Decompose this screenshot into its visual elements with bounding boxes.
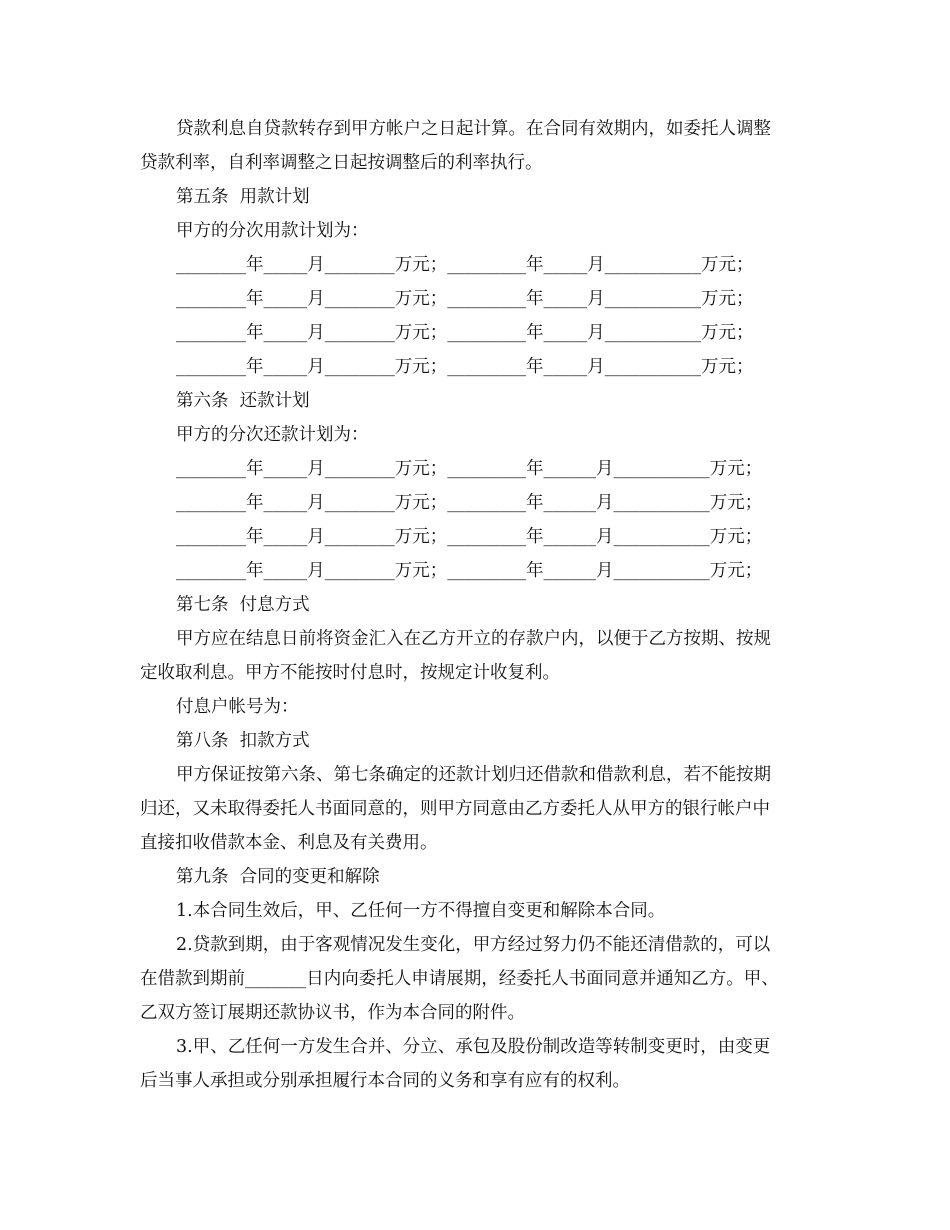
article-heading: 第六条 还款计划 [176, 391, 310, 411]
article-heading: 第七条 付息方式 [176, 595, 310, 615]
paragraph-line: 2.贷款到期，由于客观情况发生变化，甲方经过努力仍不能还清借款的，可以 [176, 935, 771, 955]
article-heading: 第八条 扣款方式 [176, 731, 310, 751]
plan-blank-row: ________年_____月________万元；_________年_____月___________万元； [176, 357, 754, 377]
paragraph-line: 乙双方签订展期还款协议书，作为本合同的附件。 [140, 1003, 525, 1023]
plan-blank-row: ________年_____月________万元；_________年______月___________万元； [176, 459, 763, 479]
paragraph-line: 归还，又未取得委托人书面同意的，则甲方同意由乙方委托人从甲方的银行帐户中 [140, 799, 770, 819]
paragraph-line: 后当事人承担或分别承担履行本合同的义务和享有应有的权利。 [140, 1071, 630, 1091]
article-heading: 第五条 用款计划 [176, 187, 310, 207]
plan-blank-row: ________年_____月________万元；_________年______月___________万元； [176, 493, 763, 513]
plan-blank-row: ________年_____月________万元；_________年_____月___________万元； [176, 323, 754, 343]
article-heading: 第九条 合同的变更和解除 [176, 867, 380, 887]
paragraph-line: 甲方的分次还款计划为： [176, 425, 369, 445]
paragraph-line: 甲方保证按第六条、第七条确定的还款计划归还借款和借款利息，若不能按期 [176, 765, 771, 785]
plan-blank-row: ________年_____月________万元；_________年_____月___________万元； [176, 255, 754, 275]
plan-blank-row: ________年_____月________万元；_________年_____月___________万元； [176, 289, 754, 309]
paragraph-line: 甲方应在结息日前将资金汇入在乙方开立的存款户内，以便于乙方按期、按规 [176, 629, 771, 649]
paragraph-line: 定收取利息。甲方不能按时付息时，按规定计收复利。 [140, 663, 560, 683]
paragraph-line: 直接扣收借款本金、利息及有关费用。 [140, 833, 438, 853]
paragraph-line: 1.本合同生效后，甲、乙任何一方不得擅自变更和解除本合同。 [176, 901, 666, 921]
paragraph-line: 3.甲、乙任何一方发生合并、分立、承包及股份制改造等转制变更时，由变更 [176, 1037, 771, 1057]
paragraph-line: 贷款利率，自利率调整之日起按调整后的利率执行。 [140, 153, 543, 173]
plan-blank-row: ________年_____月________万元；_________年______月___________万元； [176, 561, 763, 581]
plan-blank-row: ________年_____月________万元；_________年______月___________万元； [176, 527, 763, 547]
paragraph-line: 贷款利息自贷款转存到甲方帐户之日起计算。在合同有效期内，如委托人调整 [176, 119, 771, 139]
paragraph-line: 付息户帐号为： [176, 697, 299, 717]
paragraph-line: 甲方的分次用款计划为： [176, 221, 369, 241]
paragraph-line: 在借款到期前_______日内向委托人申请展期，经委托人书面同意并通知乙方。甲、 [140, 969, 779, 989]
